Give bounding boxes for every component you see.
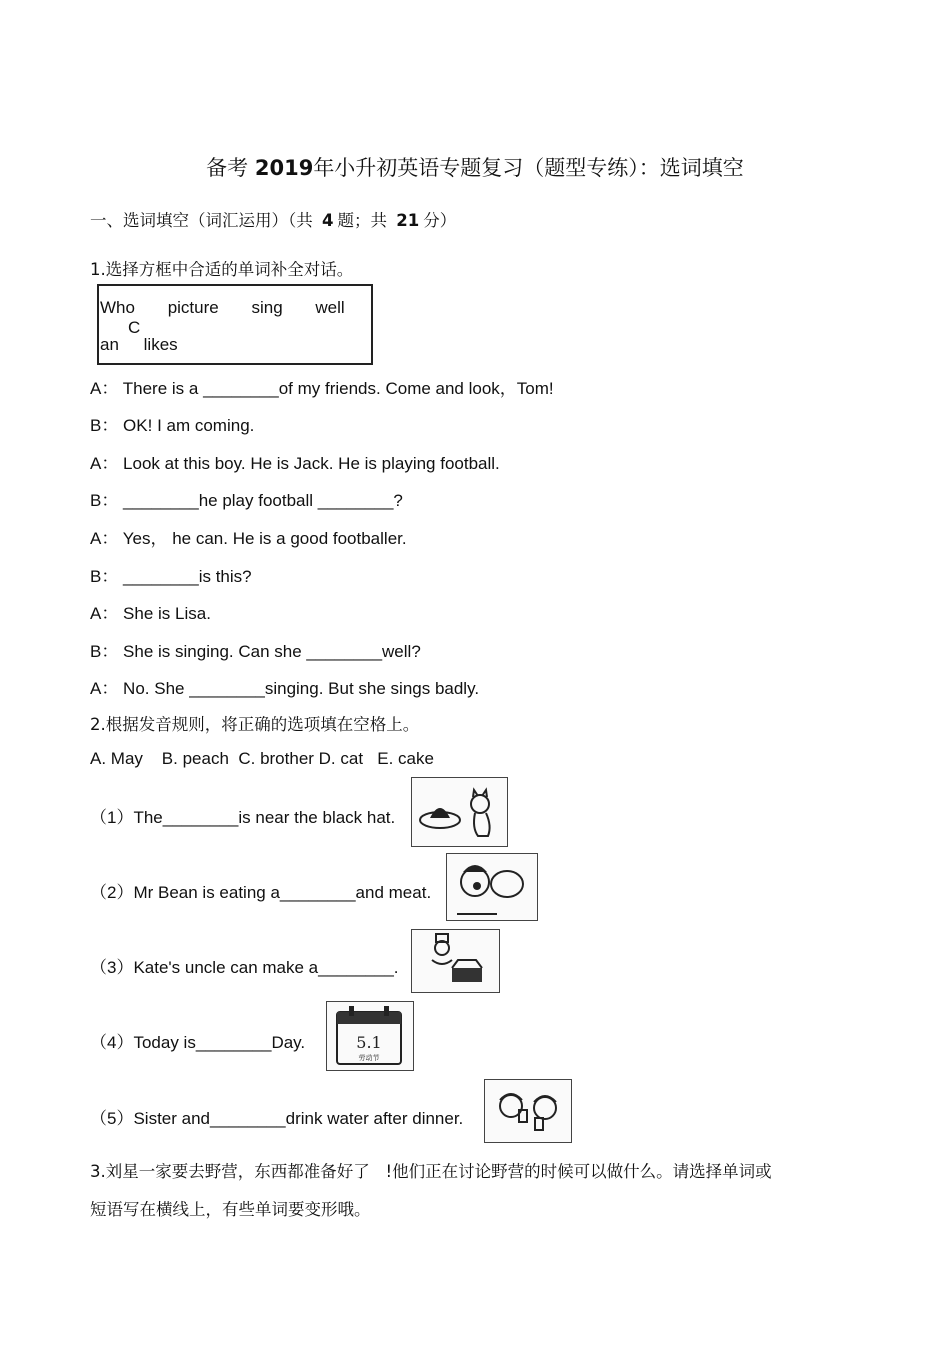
word-sing: sing <box>251 298 283 317</box>
title-rest: 年小升初英语专题复习（题型专练）：选词填空 <box>313 156 744 180</box>
cake-chef-picture <box>411 929 500 993</box>
dialog-line: A： There is a ________of my friends. Come and look，Tom! <box>90 379 554 398</box>
word-likes: likes <box>143 335 178 354</box>
word-box <box>97 284 373 365</box>
q2-item-4: （4）Today is________Day. <box>90 1033 306 1052</box>
calendar-date: 5.1 <box>356 1033 382 1052</box>
q2-item-3: （3）Kate's uncle can make a________. <box>90 958 399 977</box>
title-prefix: 备考 <box>206 156 249 180</box>
section-label: 一、选词填空（词汇运用）（共 <box>90 211 313 230</box>
word-picture: picture <box>167 298 219 317</box>
dialog-line: B： She is singing. Can she ________well? <box>90 642 421 661</box>
page-title <box>0 152 950 182</box>
word-box-line-1 <box>100 298 371 338</box>
section-mid: 题；共 <box>337 211 387 230</box>
section-end: 分） <box>423 211 457 230</box>
word-well: well <box>315 298 345 317</box>
sisters-drinking-picture <box>484 1079 572 1143</box>
calendar-holiday: 劳动节 <box>358 1054 380 1062</box>
calendar-picture <box>326 1001 414 1071</box>
q2-options: A. May B. peach C. brother D. cat E. cake <box>90 749 434 768</box>
q3-instruction-line-2: 短语写在横线上，有些单词要变形哦。 <box>90 1200 371 1219</box>
q2-instruction: 2.根据发音规则，将正确的选项填在空格上。 <box>90 715 420 734</box>
dialog-line: B： ________he play football ________? <box>90 491 403 510</box>
section-score: 21 <box>396 211 420 230</box>
hat-and-cat-picture <box>411 777 508 847</box>
section-heading <box>90 207 456 231</box>
mr-bean-eating-picture <box>446 853 538 921</box>
dialog-line: A： No. She ________singing. But she sings badly. <box>90 679 480 698</box>
q2-item-2: （2）Mr Bean is eating a________and meat. <box>90 883 432 902</box>
dialog-line: A： Look at this boy. He is Jack. He is playing football. <box>90 454 500 473</box>
dialog-line: B： ________is this? <box>90 567 252 586</box>
word-who: Who <box>100 298 135 317</box>
dialog-line: B： OK! I am coming. <box>90 416 255 435</box>
section-count: 4 <box>322 211 334 230</box>
word-box-line-2 <box>100 335 178 355</box>
q2-item-5: （5）Sister and________drink water after dinner. <box>90 1109 464 1128</box>
q2-item-1: （1）The________is near the black hat. <box>90 808 396 827</box>
q1-instruction: 1.选择方框中合适的单词补全对话。 <box>90 260 354 279</box>
word-can-part1: C <box>128 318 141 337</box>
title-year: 2019 <box>254 156 314 180</box>
word-can-part2: an <box>100 335 119 354</box>
dialog-line: A： She is Lisa. <box>90 604 211 623</box>
q3-instruction-line-1: 3.刘星一家要去野营，东西都准备好了 !他们正在讨论野营的时候可以做什么。请选择单词或 <box>90 1162 772 1181</box>
dialog-line: A： Yes， he can. He is a good footballer. <box>90 529 407 548</box>
